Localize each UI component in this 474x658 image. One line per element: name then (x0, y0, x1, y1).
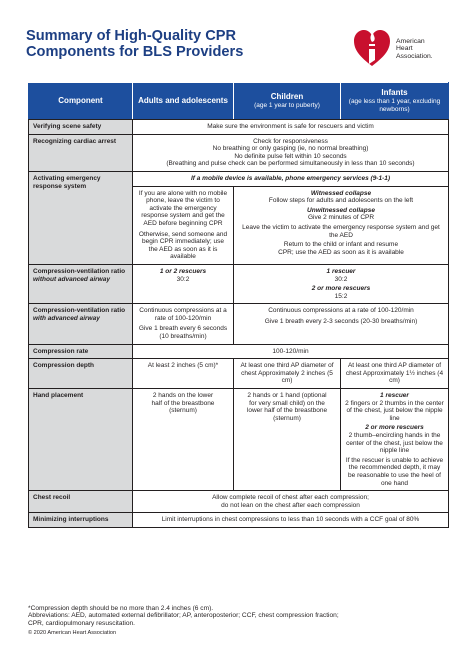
scene-safety-text: Make sure the environment is safe for rescuers and victim (133, 120, 449, 135)
page-title (26, 28, 326, 60)
abbreviations-line-2: CPR, cardiopulmonary resuscitation. (28, 619, 136, 627)
hands-infant: 1 rescuer 2 fingers or 2 thumbs in the center of the chest, just below the nipple line 2 or more rescuers 2 thumb–encircling hands in the center of the chest, just below the nipple line If the rescuer is unable to achieve the recommended depth, it may be reasonable to use the heel of one hand (341, 389, 449, 491)
header-adults: Adults and adolescents (133, 83, 234, 120)
logo-wordmark (396, 38, 433, 60)
row-label-scene-safety: Verifying scene safety (29, 120, 133, 135)
footnotes (28, 605, 448, 638)
depth-adult: At least 2 inches (5 cm)* (133, 359, 234, 389)
interruptions-text: Limit interruptions in chest compressions to less than 10 seconds with a CCF goal of 80% (133, 513, 449, 528)
table-row (29, 344, 449, 359)
cv-no-airway-adult: 1 or 2 rescuers 30:2 (133, 264, 234, 303)
copyright: © 2020 American Heart Association (28, 630, 117, 637)
rate-text: 100-120/min (133, 344, 449, 359)
ems-adult-text: If you are alone with no mobile phone, leave the victim to activate the emergency response system and get the AED before beginning CPR Otherwise, send someone and begin CPR immediately; use the AED as soon as it is available (133, 186, 234, 264)
title-line-2: Components for BLS Providers (26, 44, 244, 60)
hands-adult: 2 hands on the lower half of the breastbone (sternum) (133, 389, 234, 491)
table-row (29, 513, 449, 528)
logo-line-1: American (396, 38, 425, 45)
cv-airway-child-infant: Continuous compressions at a rate of 100-120/min Give 1 breath every 2-3 seconds (20-30 breaths/min) (234, 304, 449, 344)
logo-line-2: Heart (396, 45, 413, 53)
cv-no-airway-child-infant: 1 rescuer 30:2 2 or more rescuers 15:2 (234, 264, 449, 303)
heart-torch-icon (352, 26, 392, 68)
row-label-rate: Compression rate (29, 344, 133, 359)
cardiac-arrest-text: Check for responsiveness No breathing or only gasping (ie, no normal breathing) No definite pulse felt within 10 seconds (Breathing and pulse check can be performed simultaneously in less than 10 seconds) (133, 134, 449, 171)
aha-logo (352, 26, 452, 68)
hands-child: 2 hands or 1 hand (optional for very small child) on the lower half of the breastbone (sternum) (234, 389, 341, 491)
logo-line-3: Association. (396, 52, 433, 60)
row-label-cv-airway: Compression-ventilation ratio with advanced airway (29, 304, 133, 344)
table-row (29, 304, 449, 344)
table-row (29, 491, 449, 513)
table-row (29, 359, 449, 389)
recoil-text: Allow complete recoil of chest after each compression; do not lean on the chest after each compression (133, 491, 449, 513)
row-label-hands: Hand placement (29, 389, 133, 491)
header-infants: Infants (age less than 1 year, excluding newborns) (341, 83, 449, 120)
header-component: Component (29, 83, 133, 120)
row-label-cardiac-arrest: Recognizing cardiac arrest (29, 134, 133, 171)
table-row (29, 120, 449, 135)
ems-mobile-text: If a mobile device is available, phone emergency services (9-1-1) (133, 171, 449, 186)
abbreviations-line-1: Abbreviations: AED, automated external defibrillator; AP, anteroposterior; CCF, chest compression fraction; (28, 612, 339, 620)
table-row (29, 264, 449, 303)
row-label-ems: Activating emergency response system (29, 171, 133, 264)
table-row (29, 389, 449, 491)
depth-infant: At least one third AP diameter of chest Approximately 1½ inches (4 cm) (341, 359, 449, 389)
row-label-recoil: Chest recoil (29, 491, 133, 513)
ems-child-infant-text: Witnessed collapse Follow steps for adults and adolescents on the left Unwitnessed collapse Give 2 minutes of CPR Leave the victim to activate the emergency response system and get the AED Return to the child or infant and resume CPR; use the AED as soon as it is available (234, 186, 449, 264)
cpr-summary-table (28, 82, 449, 528)
title-line-1: Summary of High-Quality CPR (26, 28, 237, 44)
cv-airway-adult: Continuous compressions at a rate of 100-120/min Give 1 breath every 6 seconds (10 breaths/min) (133, 304, 234, 344)
header-children: Children (age 1 year to puberty) (234, 83, 341, 120)
table-header-row (29, 83, 449, 120)
header-children-sub: (age 1 year to puberty) (254, 102, 320, 110)
table-row (29, 134, 449, 171)
table-row (29, 171, 449, 186)
header-infants-sub: (age less than 1 year, excluding newborns) (348, 98, 441, 113)
row-label-cv-no-airway: Compression-ventilation ratio without advanced airway (29, 264, 133, 303)
row-label-depth: Compression depth (29, 359, 133, 389)
depth-footnote: *Compression depth should be no more than 2.4 inches (6 cm). (28, 605, 214, 612)
row-label-interruptions: Minimizing interruptions (29, 513, 133, 528)
depth-child: At least one third AP diameter of chest Approximately 2 inches (5 cm) (234, 359, 341, 389)
